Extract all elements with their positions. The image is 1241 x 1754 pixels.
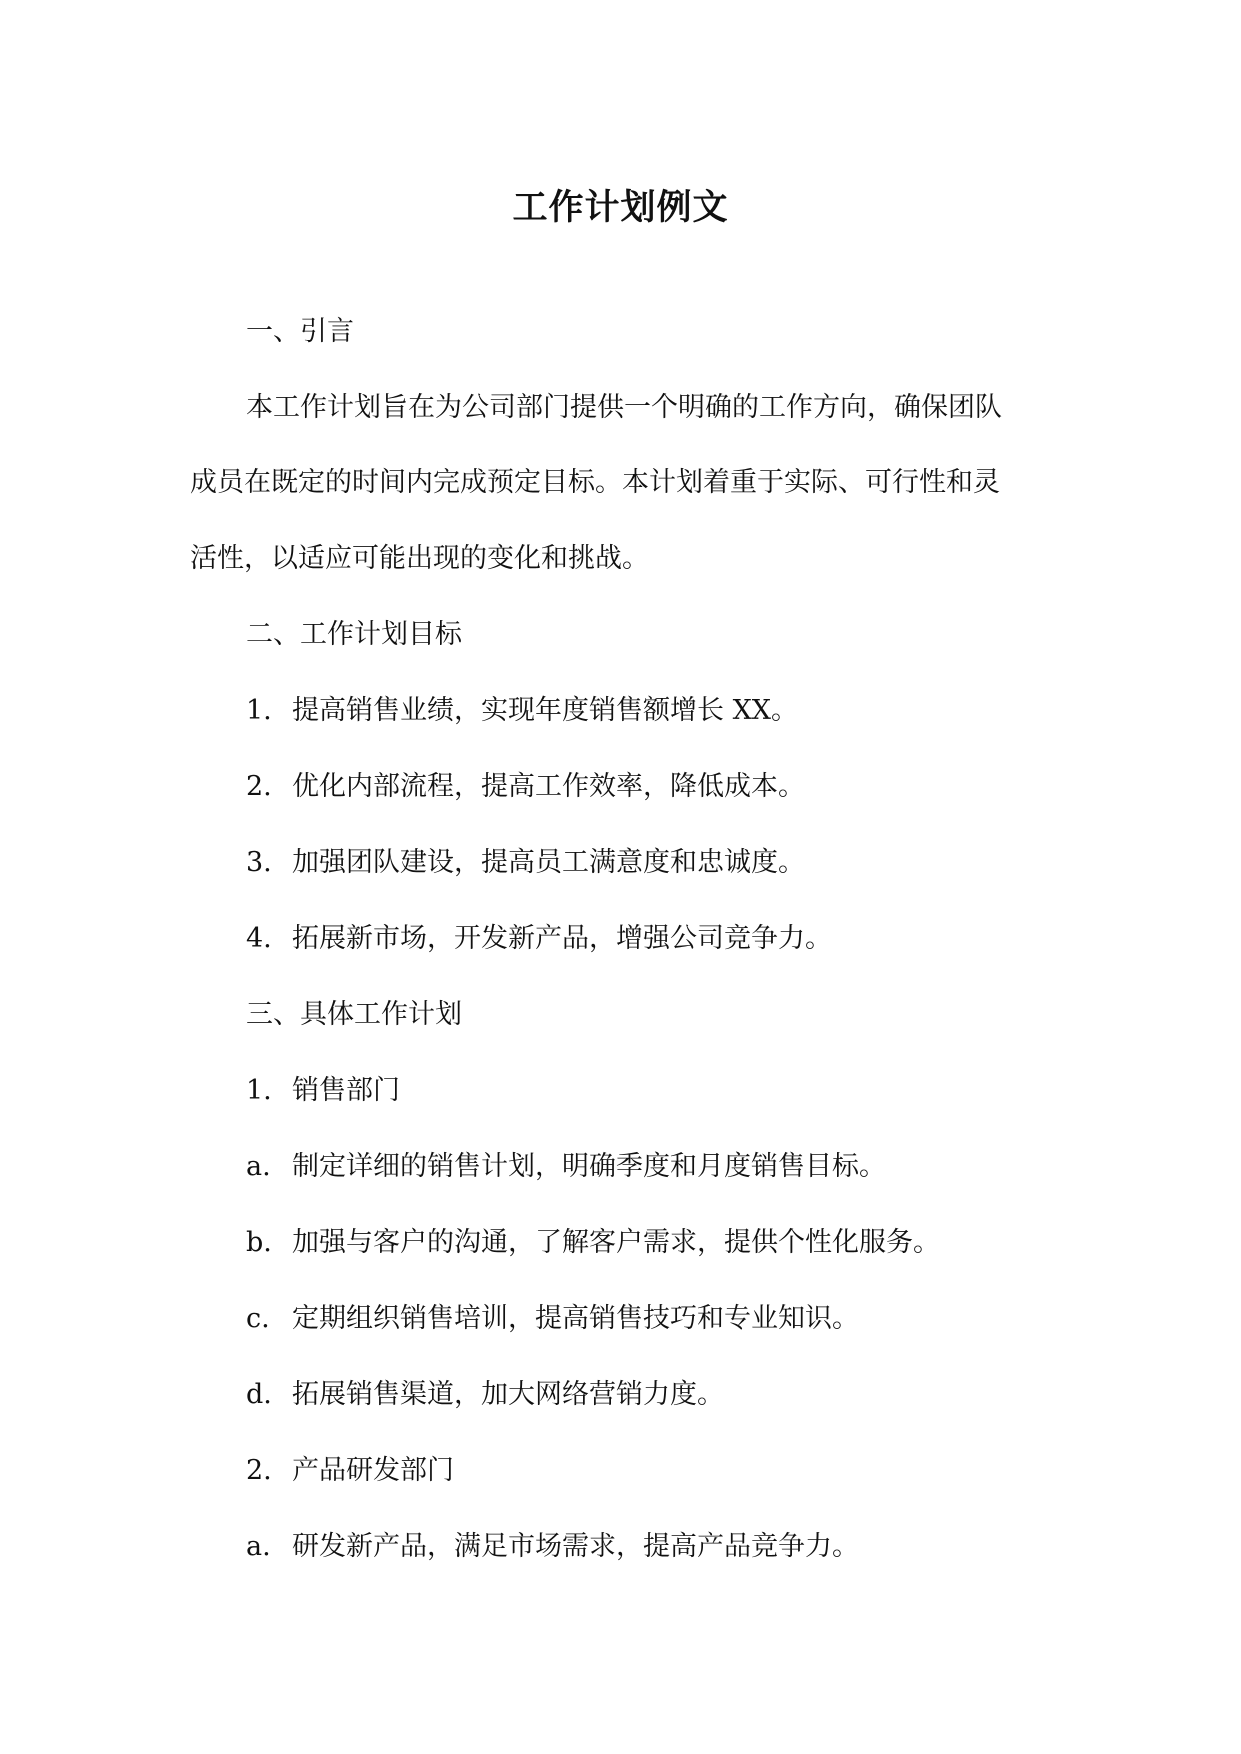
goal-item [246, 691, 798, 731]
plan-item [246, 1527, 859, 1567]
plan-item [246, 1223, 940, 1263]
goal-item-number: 2. [246, 771, 272, 802]
plan-item [246, 1375, 724, 1415]
plan-item-label: d. [246, 1379, 272, 1410]
plan-item [246, 1299, 859, 1339]
plan-item-text: 研发新产品，满足市场需求，提高产品竞争力。 [292, 1531, 859, 1562]
plan-item-label: a. [246, 1531, 271, 1562]
introduction-paragraph-line-2: 成员在既定的时间内完成预定目标。本计划着重于实际、可行性和灵 [190, 467, 1000, 498]
section-heading-introduction: 一、引言 [246, 316, 354, 347]
goal-item-number: 3. [246, 847, 272, 878]
introduction-paragraph-line-1: 本工作计划旨在为公司部门提供一个明确的工作方向，确保团队 [246, 392, 1002, 423]
plan-item-label: b. [246, 1227, 272, 1258]
goal-item [246, 919, 832, 959]
plan-item-label: 2. [246, 1455, 272, 1486]
plan-item-label: c. [246, 1303, 270, 1334]
plan-item [246, 1451, 454, 1491]
goal-item-text: 加强团队建设，提高员工满意度和忠诚度。 [292, 847, 805, 878]
section-heading-specific-plan: 三、具体工作计划 [246, 999, 462, 1030]
goal-item-number: 1. [246, 695, 272, 726]
plan-item-text: 销售部门 [292, 1075, 400, 1106]
plan-item-label: a. [246, 1151, 271, 1182]
plan-item-text: 拓展销售渠道，加大网络营销力度。 [292, 1379, 724, 1410]
goal-item-text: 优化内部流程，提高工作效率，降低成本。 [292, 771, 805, 802]
goal-item-text: 拓展新市场，开发新产品，增强公司竞争力。 [292, 923, 832, 954]
goal-item [246, 843, 805, 883]
plan-item-text: 制定详细的销售计划，明确季度和月度销售目标。 [292, 1151, 886, 1182]
plan-item-text: 定期组织销售培训，提高销售技巧和专业知识。 [292, 1303, 859, 1334]
plan-item [246, 1147, 886, 1187]
introduction-paragraph-line-3: 活性，以适应可能出现的变化和挑战。 [190, 543, 649, 574]
plan-item-label: 1. [246, 1075, 272, 1106]
page-title: 工作计划例文 [512, 187, 729, 228]
goal-item [246, 767, 805, 807]
section-heading-goals: 二、工作计划目标 [246, 619, 462, 650]
goal-item-text: 提高销售业绩，实现年度销售额增长 XX。 [292, 695, 799, 726]
plan-item-text: 产品研发部门 [292, 1455, 454, 1486]
plan-item-text: 加强与客户的沟通，了解客户需求，提供个性化服务。 [292, 1227, 940, 1258]
goal-item-number: 4. [246, 923, 272, 954]
plan-item [246, 1071, 400, 1111]
